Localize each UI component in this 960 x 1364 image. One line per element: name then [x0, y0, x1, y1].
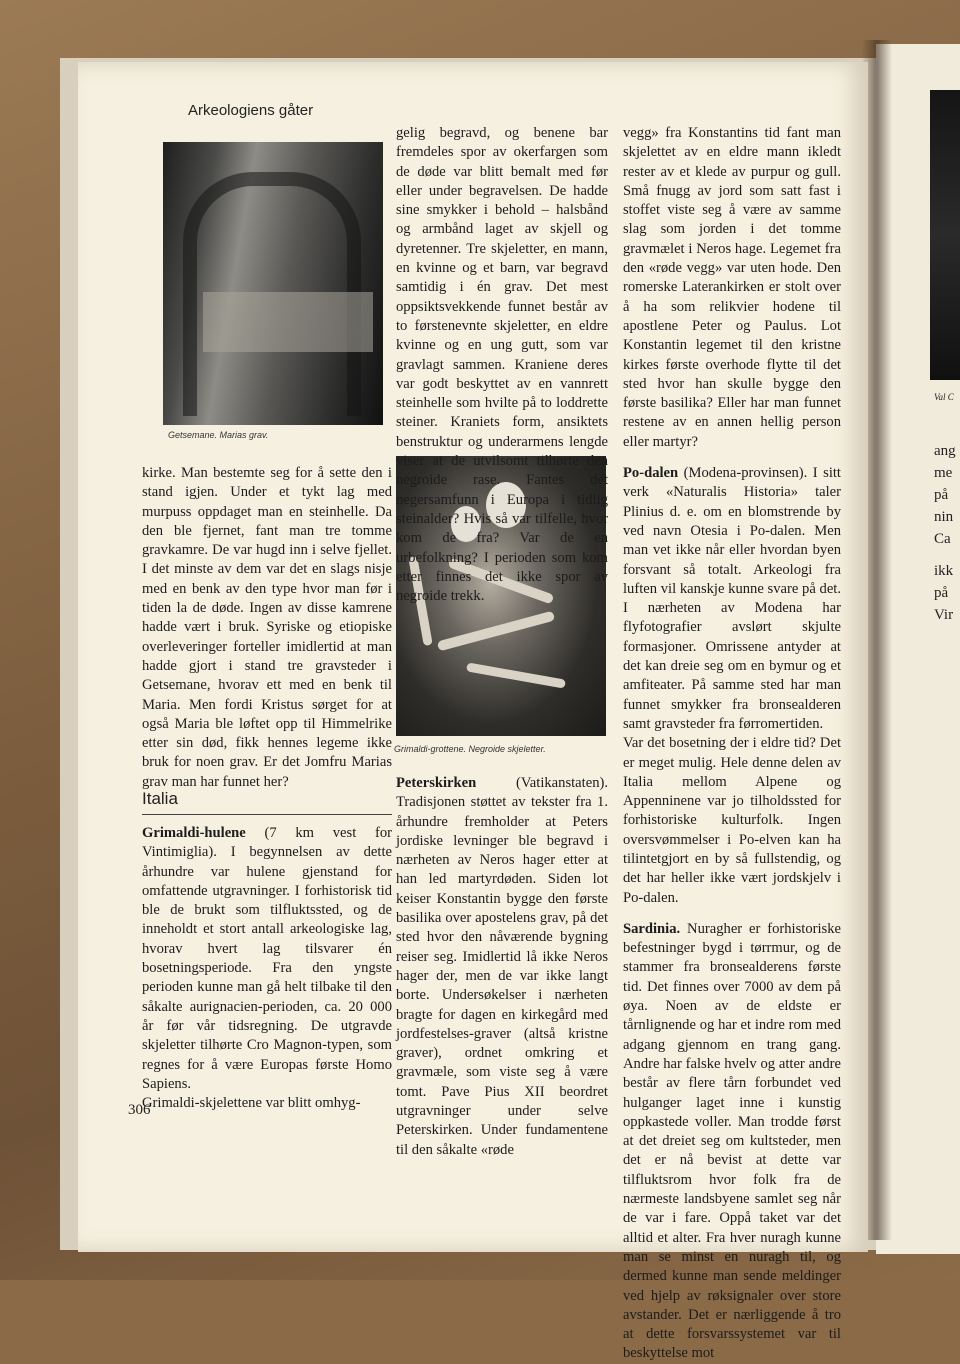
bone	[466, 662, 566, 688]
bone	[437, 611, 555, 652]
facing-page-text-6: ikk	[934, 563, 954, 579]
facing-page-text-1: ang	[934, 443, 956, 459]
column-2-peter	[396, 774, 608, 1160]
paragraph-po-dalen	[623, 464, 841, 734]
sardinia-text: Nuragher er forhistoriske befestninger bygd i tørrmur, og de stammer fra bronsealderens første tid. Det finnes over 7000 av dem på øya. Noen av de eldste er tårnlignende og har et indre rom med adgang gjennom en trang gang. Andre har falske hvelv og atter andre består av flere tårn forbundet ved hulganger laget inne i kunstig oppkastede voller. Man trodde først at det dreiet seg om kultsteder, men det er nå bevist at dette var tilfluktsrom hvor folk fra de nærmeste landsbyene samlet seg når de var i fare. Oppå taket var det alltid et alter. Fra hver nuragh kunne man se minst en nuragh til, og dermed kunne man sende meldinger ved hjelp av røksignaler over store avstander. Det er nærliggende å tro at dette forsvarssystemet var til beskyttelse mot	[623, 920, 841, 1362]
column-1-grimaldi	[142, 824, 392, 1113]
facing-page-caption: Val C	[934, 392, 954, 402]
paragraph-sardinia	[623, 920, 841, 1364]
facing-page-text-2: me	[934, 465, 953, 481]
facing-page-text-8: Vir	[934, 607, 954, 623]
po-dalen-heading: Po-dalen	[623, 465, 679, 482]
column-2-text	[396, 124, 608, 606]
facing-page-photo	[930, 90, 960, 380]
grimaldi-text: (7 km vest for Vintimiglia). I begynnelsen av dette århundre var hulene gjenstand for omfattende utgravninger. I forhistorisk tid ble de brukt som tilfluktssted, og de inneholdt et stort antall arkeologiske lag, hvorav hvert lag tilsvarer én bosetningsperiode. Fra den yngste perioden kunne man gå helt tilbake til den såkalte aurignacien-perioden, ca. 20 000 år før vår tidsregning. De utgravde skjeletter tilhørte Cro Magnon-typen, som regnes for å være Europas første Homo Sapiens.	[142, 825, 392, 1092]
column-1-text	[142, 464, 392, 792]
book-page	[78, 62, 868, 1362]
getsemane-caption: Getsemane. Marias grav.	[168, 430, 269, 440]
section-title: Italia	[142, 789, 178, 808]
photo-tomb-slab	[203, 292, 373, 352]
peterskirken-text: (Vatikanstaten). Tradisjonen støttet av tekster fra 1. århundre fremholder at Peters jordiske levninger ble begravd i nærheten av Neros hager etter at han led martyrdøden. Siden lot keiser Konstantin bygge den første basilika over apostelens grav, på det sted hvor den nåværende bygning reiser seg. Imidlertid lå ikke Neros hager der, men de var ikke langt borte. Undersøkelser i nærheten bragte for dagen en kirkegård med jordfestelses-graver (altså kristne graver), ordnet omkring et gravmæle, som viste seg å være tomt. Pave Pius XII beordret utgravninger under selve Peterskirken. Under fundamentene til den såkalte «røde	[396, 775, 608, 1158]
sardinia-heading: Sardinia.	[623, 920, 681, 937]
grimaldi-heading: Grimaldi-hulene	[142, 825, 246, 841]
column-3-text	[623, 124, 841, 1364]
paragraph-getsemane: kirke. Man bestemte seg for å sette den i stand igjen. Under et tykt lag med murpuss oppdaget man en steinhelle. Da den ble fjernet, fant man tre tomme gravkamre. De var hugd inn i selve fjellet. I det minste av dem var det en slags nisje med en benk av den type hvor man før i tiden la de døde. Ingen av disse kamrene hadde vært i bruk. Syriske og etiopiske overleveringer forteller imidlertid at man hadde gjort i stand tre gravsteder i Getsemane, hvorav ett med en benk til Maria. Men fordi Kristus sørget for at også Maria ble løftet opp til Himmelrike etter sin død, fikk hennes legeme ikke bruk for noen grav. Er det Jomfru Marias grav man har funnet her?	[142, 465, 392, 790]
paragraph-grimaldi-cont: gelig begravd, og benene bar fremdeles spor av okerfargen som de døde var blitt bemalt med før eller under begravelsen. De hadde sine smykker i behold – halsbånd og armbånd laget av skjell og dyretenner. Tre skjeletter, en mann, en kvinne og et barn, var begravd samtidig i én grav. Det mest oppsiktsvekkende funnet består av to førstenevnte skjeletter, en eldre kvinne og en ung gutt, som var gravlagt sammen. Kraniene deres var godt beskyttet av en vannrett steinhelle som hvilte på to loddrette steiner. Kraniets form, ansiktets benstruktur og underarmens lengde viser at de utvilsomt tilhørte den negroide rase. Fantes det negersamfunn i Europa i tidlig steinalder? Hvis så var tilfelle, hvor kom de fra? Var de en urbefolkning? I perioden som kom etter finnes det ikke spor av negroide trekk.	[396, 125, 608, 605]
paragraph-po-dalen-2: Var det bosetning der i eldre tid? Det er meget mulig. Hele denne delen av Italia mellom Alpene og Appenninene var jo tilholdssted for forhistoriske kulturfolk. Ingen oversvømmelser i Po-elven kan ha tilintetgjort en by så fullstendig, og det har heller ikke vært jordskjelv i Po-dalen.	[623, 735, 841, 906]
po-dalen-text: (Modena-provinsen). I sitt verk «Naturalis Historia» taler Plinius d. e. om en blomstrende by ved navn Otesia i Po-dalen. Men man vet ikke når eller hvordan byen forsvant så totalt. Arkeologi fra luften vil kanskje kunne svare på det. I nærheten av Modena har flyfotografier avslørt skjulte formasjoner. Omrissene antyder at det kan dreie seg om en bymur og et amfiteater. På samme sted har man funnet smykker fra bronsealderen samt gravsteder fra førromertiden.	[623, 465, 841, 732]
paragraph-peterskirken	[396, 774, 608, 1160]
running-head: Arkeologiens gåter	[188, 102, 314, 119]
page-number: 306	[128, 1102, 151, 1118]
peterskirken-heading: Peterskirken	[396, 775, 477, 791]
section-rule	[142, 814, 392, 815]
facing-page-text-4: nin	[934, 509, 954, 525]
getsemane-photo	[163, 142, 383, 425]
paragraph-grimaldi-tail: Grimaldi-skjelettene var blitt omhyg-	[142, 1095, 361, 1112]
paragraph-grimaldi	[142, 824, 392, 1094]
facing-page-text-7: på	[934, 585, 949, 601]
grimaldi-caption: Grimaldi-grottene. Negroide skjeletter.	[394, 744, 546, 754]
paragraph-peter-cont: vegg» fra Konstantins tid fant man skjelettet av en eldre mann ikledt rester av et klede av purpur og gull. Små fnugg av jord som satt fast i stoffet viste seg å være av samme slag som jorden i det tomme gravmælet i Neros hage. Legemet fra den «røde vegg» var uten hode. Den romerske Laterankirken er stolt over å ha som relikvier hodene til apostlene Peter og Paulus. Lot Konstantin legemet til den kristne kirkes første overhode flytte til det sted hvor han skulle bygge den første basilika? Eller har man funnet restene av en annen hellig person eller martyr?	[623, 125, 841, 450]
facing-page-text-3: på	[934, 487, 949, 503]
facing-page-text-5: Ca	[934, 531, 951, 547]
